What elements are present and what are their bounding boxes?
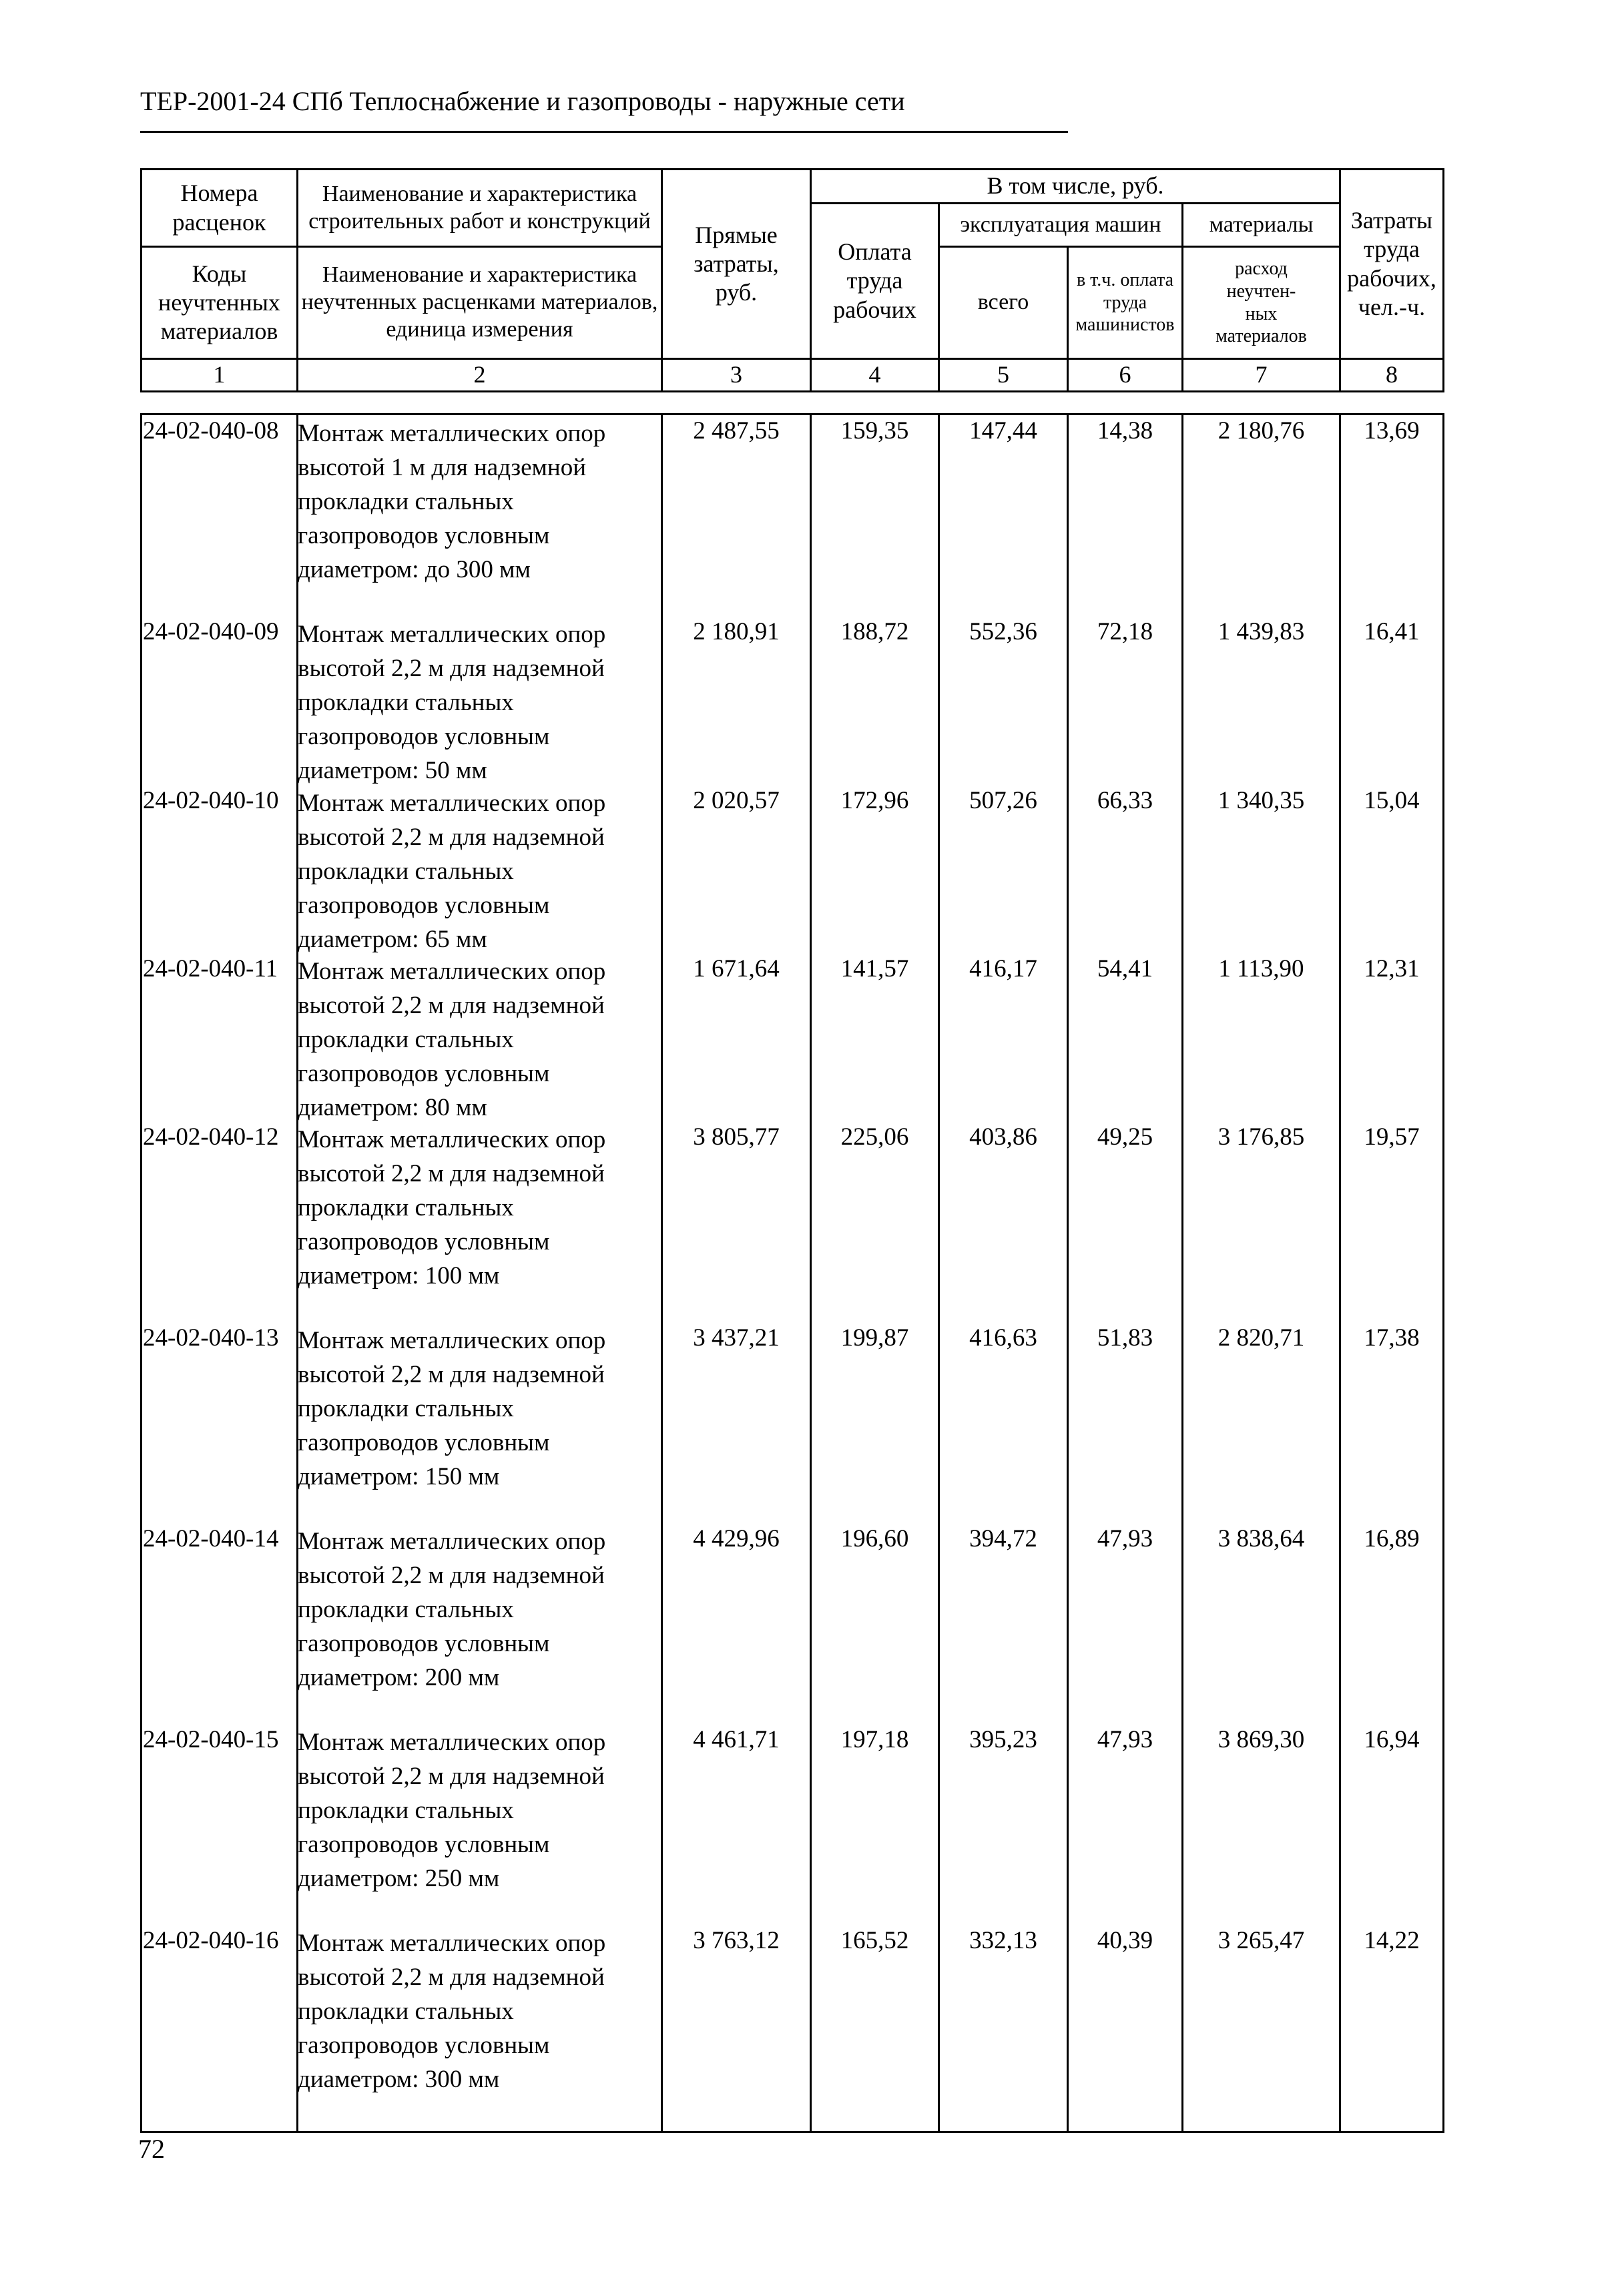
value-machines: 394,72 — [969, 1525, 1037, 1552]
header-border-bottom — [140, 390, 1444, 392]
page-header: ТЕР-2001-24 СПб Теплоснабжение и газопроводы - наружные сети — [140, 86, 905, 116]
col-number: 4 — [868, 361, 881, 388]
rate-description: Монтаж металлических опор высотой 2,2 м для надземной прокладки стальных газопроводов условным диаметром: 100 мм — [298, 1126, 606, 1290]
value-machines: 147,44 — [969, 417, 1037, 445]
rate-code: 24-02-040-15 — [143, 1726, 279, 1753]
rate-description: Монтаж металлических опор высотой 2,2 м для надземной прокладки стальных газопроводов условным диаметром: 80 мм — [298, 958, 606, 1121]
value-machines: 507,26 — [969, 787, 1037, 814]
col5-header: всего — [977, 290, 1029, 315]
col-number: 6 — [1119, 361, 1131, 388]
col-number: 7 — [1255, 361, 1268, 388]
value-labor: 197,18 — [840, 1726, 909, 1753]
value-labor: 225,06 — [840, 1123, 909, 1151]
value-machines: 416,63 — [969, 1324, 1037, 1352]
col1-header-top: Номера расценок — [172, 180, 266, 236]
value-direct: 1 671,64 — [693, 955, 780, 982]
col-number: 1 — [213, 361, 226, 388]
body-vline-right — [1442, 413, 1444, 2133]
value-operators: 49,25 — [1097, 1123, 1153, 1151]
body-vline-machines — [1067, 413, 1069, 2133]
machines-header: эксплуатация машин — [960, 212, 1161, 237]
value-operators: 14,38 — [1097, 417, 1153, 445]
col2-header-top: Наименование и характеристика строительных работ и конструкций — [308, 181, 651, 234]
body-border-bottom — [140, 2131, 1444, 2133]
rate-description: Монтаж металлических опор высотой 1 м для надземной прокладки стальных газопроводов условным диаметром: до 300 мм — [298, 420, 606, 583]
rate-code: 24-02-040-11 — [143, 955, 278, 982]
value-operators: 72,18 — [1097, 618, 1153, 645]
value-operators: 47,93 — [1097, 1525, 1153, 1552]
col-number: 5 — [997, 361, 1009, 388]
value-direct: 2 487,55 — [693, 417, 780, 445]
value-labor: 188,72 — [840, 618, 909, 645]
col4-header: Оплата труда рабочих — [833, 238, 916, 323]
value-direct: 3 437,21 — [693, 1324, 780, 1352]
rate-code: 24-02-040-14 — [143, 1525, 279, 1552]
value-labor: 196,60 — [840, 1525, 909, 1552]
rate-code: 24-02-040-09 — [143, 618, 279, 645]
col-number: 8 — [1386, 361, 1398, 388]
rate-code: 24-02-040-08 — [143, 417, 279, 445]
col6-header: в т.ч. оплата труда машинистов — [1075, 270, 1175, 336]
col3-header: Прямые затраты, руб. — [694, 221, 779, 306]
col8-header: Затраты труда рабочих, чел.-ч. — [1347, 207, 1436, 320]
value-direct: 2 020,57 — [693, 787, 780, 814]
value-hours: 16,94 — [1364, 1726, 1420, 1753]
group-header: В том числе, руб. — [987, 172, 1164, 200]
rate-code: 24-02-040-12 — [143, 1123, 279, 1151]
value-hours: 15,04 — [1364, 787, 1420, 814]
col1-header-bottom: Коды неучтенных материалов — [158, 260, 280, 345]
body-vline-labor — [938, 413, 940, 2133]
value-operators: 51,83 — [1097, 1324, 1153, 1352]
materials-header: материалы — [1209, 212, 1314, 237]
col7-header: расход неучтен-ных материалов — [1215, 258, 1307, 347]
rate-description: Монтаж металлических опор высотой 2,2 м для надземной прокладки стальных газопроводов условным диаметром: 300 мм — [298, 1930, 606, 2093]
value-direct: 2 180,91 — [693, 618, 780, 645]
value-materials: 1 340,35 — [1217, 787, 1305, 814]
value-operators: 47,93 — [1097, 1726, 1153, 1753]
page-number: 72 — [138, 2134, 165, 2164]
value-direct: 4 429,96 — [693, 1525, 780, 1552]
rate-description: Монтаж металлических опор высотой 2,2 м для надземной прокладки стальных газопроводов условным диаметром: 50 мм — [298, 621, 606, 784]
rate-description: Монтаж металлических опор высотой 2,2 м для надземной прокладки стальных газопроводов условным диаметром: 200 мм — [298, 1528, 606, 1691]
body-vline-left — [140, 413, 142, 2133]
col-number: 2 — [473, 361, 486, 388]
value-operators: 54,41 — [1097, 955, 1153, 982]
value-machines: 395,23 — [969, 1726, 1037, 1753]
value-labor: 165,52 — [840, 1927, 909, 1954]
value-labor: 159,35 — [840, 417, 909, 445]
body-vline-operators — [1181, 413, 1183, 2133]
value-machines: 416,17 — [969, 955, 1037, 982]
col-number: 3 — [730, 361, 742, 388]
rate-code: 24-02-040-13 — [143, 1324, 279, 1352]
value-hours: 12,31 — [1364, 955, 1420, 982]
value-materials: 1 439,83 — [1217, 618, 1305, 645]
value-operators: 40,39 — [1097, 1927, 1153, 1954]
body-vline-desc — [661, 413, 663, 2133]
rate-description: Монтаж металлических опор высотой 2,2 м для надземной прокладки стальных газопроводов условным диаметром: 150 мм — [298, 1327, 606, 1490]
value-materials: 1 113,90 — [1218, 955, 1304, 982]
value-materials: 3 869,30 — [1217, 1726, 1305, 1753]
rate-description: Монтаж металлических опор высотой 2,2 м для надземной прокладки стальных газопроводов условным диаметром: 250 мм — [298, 1729, 606, 1892]
value-labor: 172,96 — [840, 787, 909, 814]
value-hours: 16,89 — [1364, 1525, 1420, 1552]
value-machines: 332,13 — [969, 1927, 1037, 1954]
value-direct: 3 805,77 — [693, 1123, 780, 1151]
value-hours: 16,41 — [1364, 618, 1420, 645]
value-materials: 2 820,71 — [1217, 1324, 1305, 1352]
value-hours: 19,57 — [1364, 1123, 1420, 1151]
value-operators: 66,33 — [1097, 787, 1153, 814]
value-materials: 3 176,85 — [1217, 1123, 1305, 1151]
rate-code: 24-02-040-10 — [143, 787, 279, 814]
header-vline-8 — [1442, 168, 1444, 392]
value-hours: 17,38 — [1364, 1324, 1420, 1352]
value-hours: 14,22 — [1364, 1927, 1420, 1954]
body-border-top — [140, 413, 1444, 415]
value-direct: 4 461,71 — [693, 1726, 780, 1753]
rate-description: Монтаж металлических опор высотой 2,2 м для надземной прокладки стальных газопроводов условным диаметром: 65 мм — [298, 790, 606, 953]
value-machines: 403,86 — [969, 1123, 1037, 1151]
body-vline-materials — [1339, 413, 1341, 2133]
value-labor: 141,57 — [840, 955, 909, 982]
body-vline-direct — [810, 413, 812, 2133]
value-hours: 13,69 — [1364, 417, 1420, 445]
rate-code: 24-02-040-16 — [143, 1927, 279, 1954]
header-divider — [140, 131, 1068, 133]
value-direct: 3 763,12 — [693, 1927, 780, 1954]
value-materials: 3 265,47 — [1217, 1927, 1305, 1954]
value-materials: 3 838,64 — [1217, 1525, 1305, 1552]
value-materials: 2 180,76 — [1217, 417, 1305, 445]
value-labor: 199,87 — [840, 1324, 909, 1352]
value-machines: 552,36 — [969, 618, 1037, 645]
col2-header-bottom: Наименование и характеристика неучтенных расценками материалов, единица измерения — [301, 262, 658, 342]
